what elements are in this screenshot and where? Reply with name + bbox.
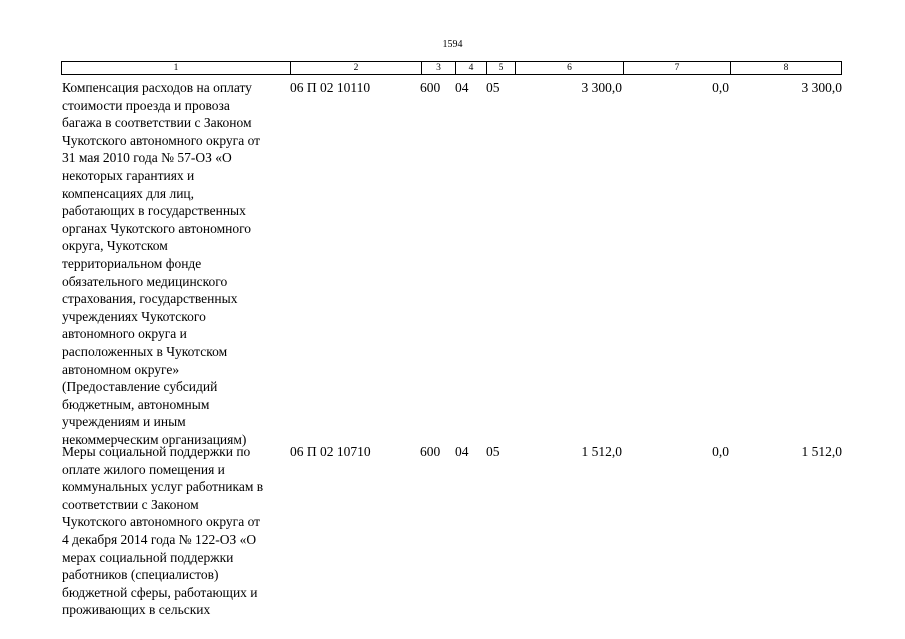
description-line: Компенсация расходов на оплату [62, 80, 252, 95]
target-code: 06 П 02 10710 [290, 444, 371, 459]
amount-regional: 1 512,0 [801, 444, 842, 459]
description-line: некоторых гарантиях и [62, 167, 195, 183]
description-line: органах Чукотского автономного [62, 220, 252, 236]
description-line: Чукотского автономного округа от [62, 132, 261, 148]
description-line: стоимости проезда и провоза [62, 97, 230, 113]
header-col-3: 3 [421, 62, 455, 74]
expense-type: 600 [420, 80, 441, 95]
header-col-6: 6 [515, 62, 623, 74]
description-line: оплате жилого помещения и [62, 461, 225, 477]
header-col-4: 4 [455, 62, 486, 74]
description-line: мерах социальной поддержки [62, 549, 234, 565]
description-line: бюджетной сферы, работающих и [62, 584, 258, 600]
amount-total: 1 512,0 [581, 444, 622, 459]
description-line: бюджетным, автономным [62, 396, 210, 412]
section: 04 [455, 444, 469, 459]
header-col-8: 8 [730, 62, 841, 74]
description-line: Меры социальной поддержки по [62, 444, 251, 459]
description-line: учреждениям и иным [62, 414, 186, 430]
description-line: расположенных в Чукотском [62, 343, 228, 359]
description-line: учреждениях Чукотского [62, 308, 206, 324]
description-line: соответствии с Законом [62, 496, 199, 512]
description-line: багажа в соответствии с Законом [62, 115, 252, 131]
subsection: 05 [486, 80, 500, 95]
subsection: 05 [486, 444, 500, 459]
description-line: автономном округе» [62, 361, 180, 377]
description-line: округа, Чукотском [62, 238, 168, 254]
amount-federal: 0,0 [712, 444, 729, 459]
description-line: Чукотского автономного округа от [62, 514, 261, 530]
description-line: территориальном фонде [62, 255, 202, 271]
amount-total: 3 300,0 [581, 80, 622, 95]
amount-regional: 3 300,0 [801, 80, 842, 95]
description-line: проживающих в сельских [62, 602, 211, 618]
description-line: страхования, государственных [62, 291, 238, 307]
description-line: коммунальных услуг работникам в [62, 479, 264, 495]
section: 04 [455, 80, 469, 95]
table-header [61, 61, 842, 75]
description-line: компенсациях для лиц, [62, 185, 195, 201]
description-line: некоммерческим организациям) [62, 431, 247, 447]
description-line: (Предоставление субсидий [62, 379, 218, 395]
expense-type: 600 [420, 444, 441, 459]
description-line: автономного округа и [62, 326, 187, 342]
description-line: работающих в государственных [62, 203, 246, 219]
header-col-5: 5 [486, 62, 515, 74]
description-line: обязательного медицинского [62, 273, 228, 289]
header-col-2: 2 [290, 62, 421, 74]
description-line: работников (специалистов) [62, 567, 219, 583]
header-col-7: 7 [623, 62, 730, 74]
target-code: 06 П 02 10110 [290, 80, 371, 95]
description-line: 4 декабря 2014 года № 122-ОЗ «О [62, 531, 257, 547]
row-description [62, 79, 290, 448]
row-description [62, 443, 290, 619]
amount-federal: 0,0 [712, 80, 729, 95]
header-col-1: 1 [173, 63, 179, 73]
description-line: 31 мая 2010 года № 57-ОЗ «О [62, 150, 232, 166]
page-number: 1594 [442, 39, 463, 50]
